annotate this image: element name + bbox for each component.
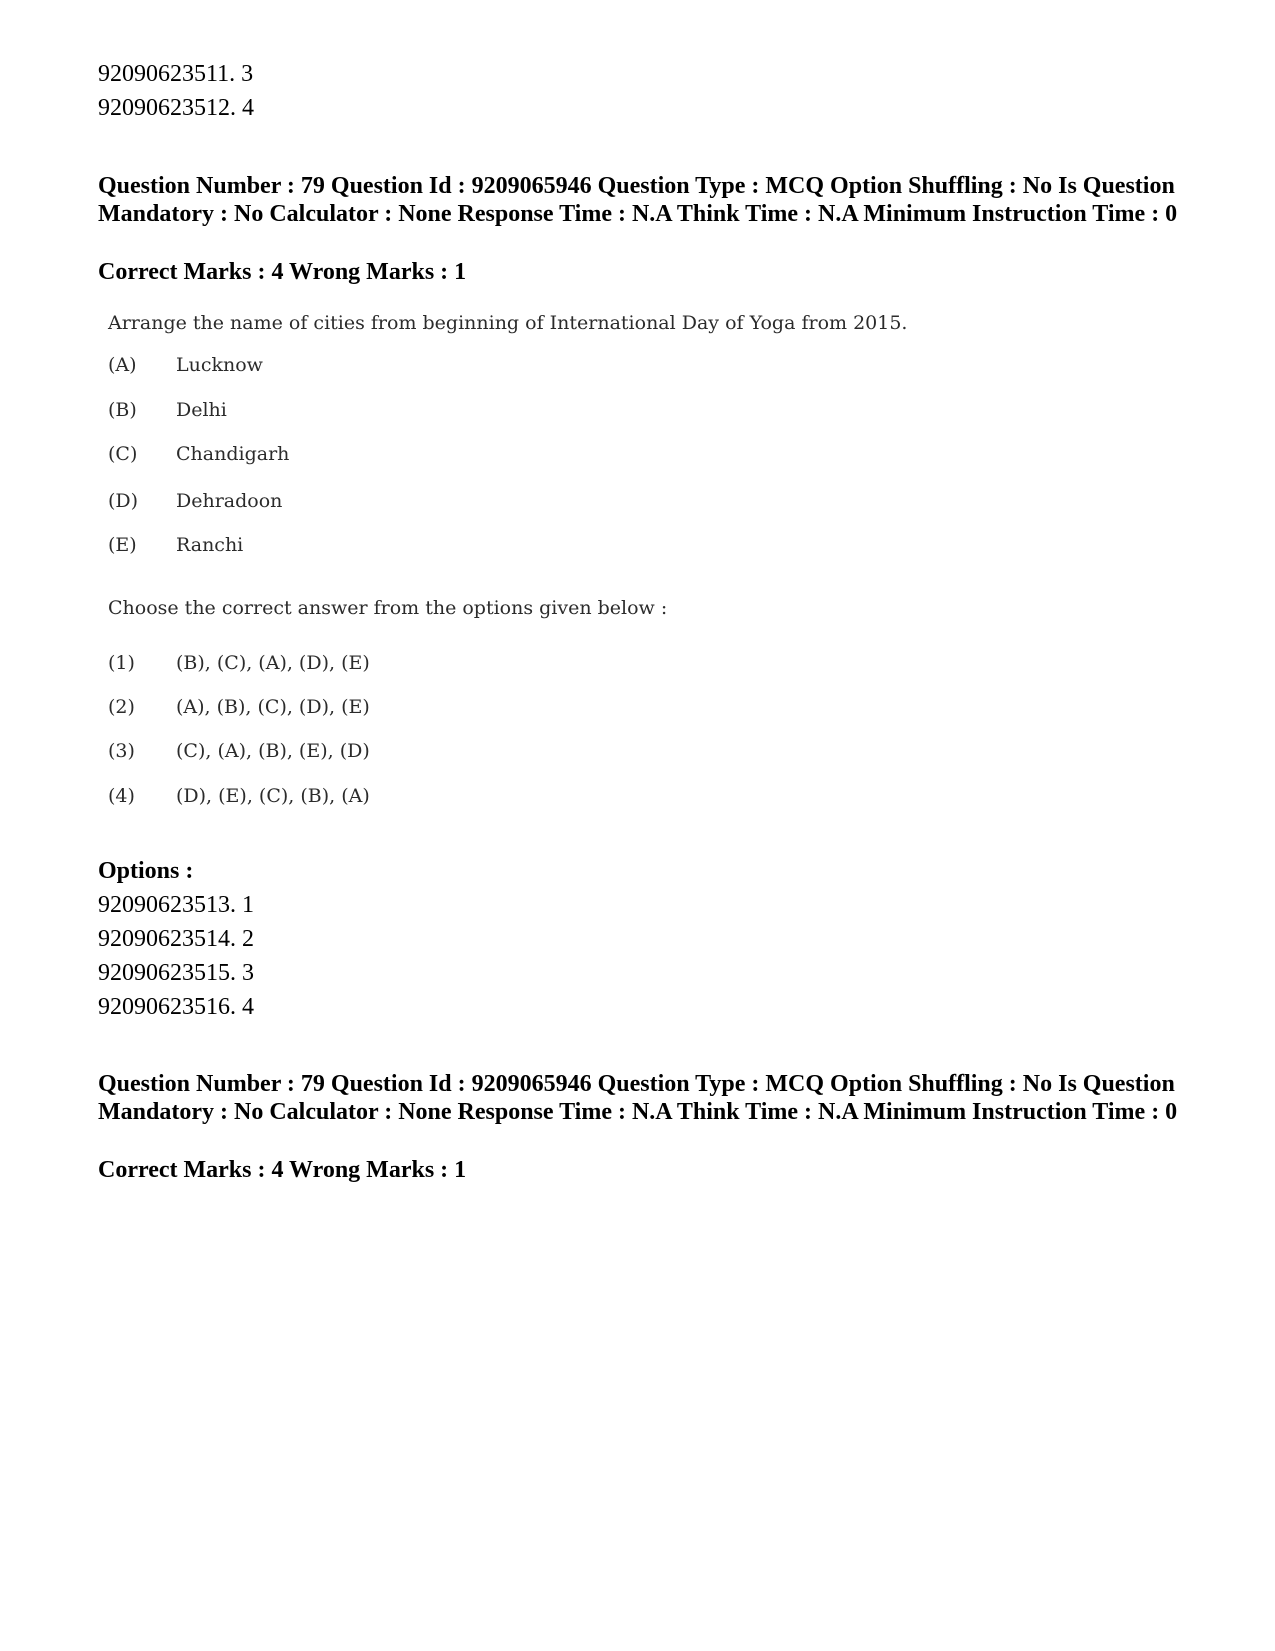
marks-line: Correct Marks : 4 Wrong Marks : 1 <box>98 1157 467 1183</box>
question-image <box>98 300 918 850</box>
item-label: (C) <box>108 443 138 465</box>
item-label: (B) <box>108 399 137 421</box>
choice-label: (1) <box>108 652 135 674</box>
item-text: Ranchi <box>176 534 244 556</box>
question-metadata: Question Number : 79 Question Id : 9209065946 Question Type : MCQ Option Shuffling : No Is Question Mandatory : No Calculator : None Response Time : N.A Think Time : N.A Minimum Instruction Time : 0 <box>98 173 1178 227</box>
choice-text: (D), (E), (C), (B), (A) <box>176 785 370 807</box>
item-text: Lucknow <box>176 354 263 376</box>
item-label: (D) <box>108 490 139 512</box>
option-line: 92090623511. 3 <box>98 61 254 87</box>
item-label: (A) <box>108 354 137 376</box>
item-text: Dehradoon <box>176 490 283 512</box>
option-line: 92090623513. 1 <box>98 892 254 918</box>
options-heading: Options : <box>98 858 194 884</box>
item-label: (E) <box>108 534 137 556</box>
question-prompt: Arrange the name of cities from beginning of International Day of Yoga from 2015. <box>108 312 908 334</box>
choice-label: (4) <box>108 785 135 807</box>
item-text: Chandigarh <box>176 443 290 465</box>
choice-text: (A), (B), (C), (D), (E) <box>176 696 370 718</box>
choice-text: (C), (A), (B), (E), (D) <box>176 740 370 762</box>
option-line: 92090623516. 4 <box>98 994 254 1020</box>
choice-text: (B), (C), (A), (D), (E) <box>176 652 370 674</box>
choice-label: (3) <box>108 740 135 762</box>
option-line: 92090623515. 3 <box>98 960 254 986</box>
option-line: 92090623514. 2 <box>98 926 254 952</box>
option-line: 92090623512. 4 <box>98 95 254 121</box>
item-text: Delhi <box>176 399 227 421</box>
marks-line: Correct Marks : 4 Wrong Marks : 1 <box>98 259 467 285</box>
question-metadata: Question Number : 79 Question Id : 9209065946 Question Type : MCQ Option Shuffling : No Is Question Mandatory : No Calculator : None Response Time : N.A Think Time : N.A Minimum Instruction Time : 0 <box>98 1071 1178 1125</box>
question-instruction: Choose the correct answer from the options given below : <box>108 597 668 619</box>
choice-label: (2) <box>108 696 135 718</box>
